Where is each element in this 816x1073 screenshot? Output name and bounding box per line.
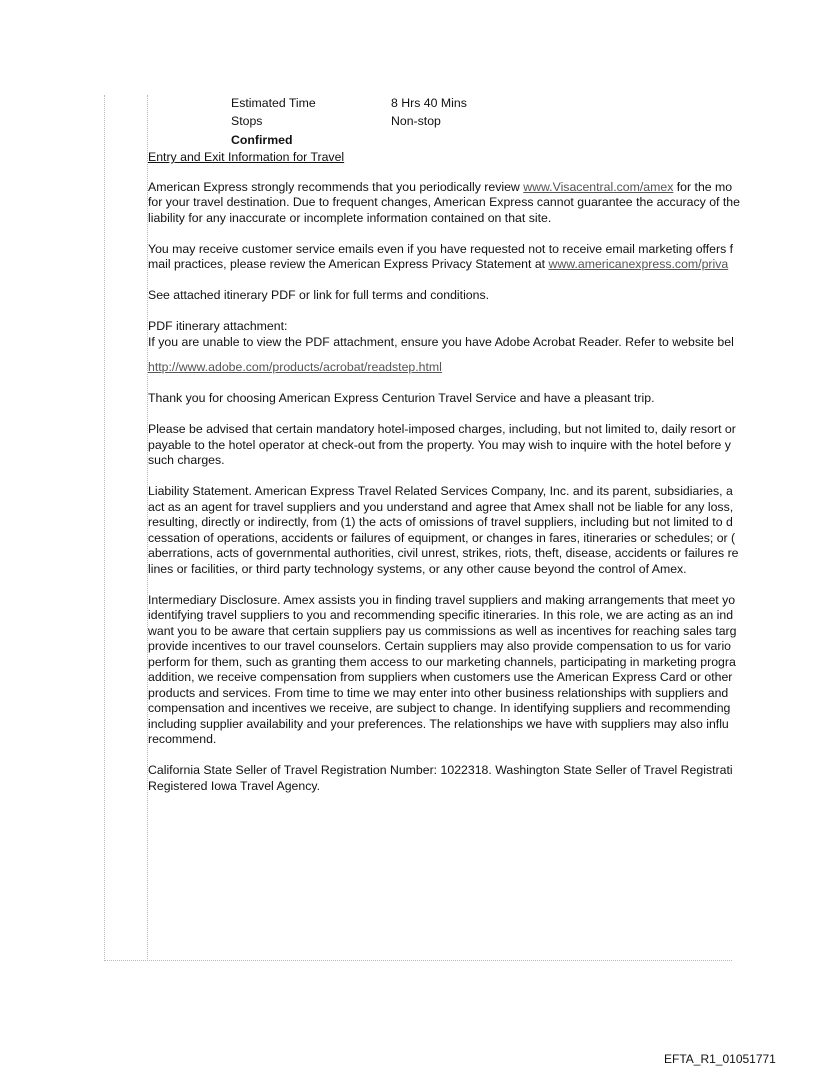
pdf-paragraph: PDF itinerary attachment: If you are unable to view the PDF attachment, ensure you have Adobe Acrobat Reader. Refer to website bel <box>148 319 734 349</box>
liability-statement: Liability Statement. American Express Travel Related Services Company, Inc. and its parent, subsidiaries, a act as an agent for travel suppliers and you understand and agree that Amex shall not be liable for any loss, resulting, directly or indirectly, from (1) the acts of omissions of travel suppliers, including but not limited to d cessation of operations, accidents or failures of equipment, or changes in fares, itineraries or schedules; or ( aberrations, acts of governmental authorities, civil unrest, strikes, riots, theft, disease, accidents or failures re lines or facilities, or third party technology systems, or any other cause beyond the control of Amex. <box>148 484 739 576</box>
adobe-link-line <box>148 360 816 376</box>
document-id-footer: EFTA_R1_01051771 <box>664 1052 776 1066</box>
thank-you-message: Thank you for choosing American Express Centurion Travel Service and have a pleasant trip. <box>148 391 655 405</box>
entry-exit-heading: Entry and Exit Information for Travel <box>148 150 345 164</box>
left-border-line <box>104 95 105 961</box>
stops-label: Stops <box>231 114 263 128</box>
registration-paragraph: California State Seller of Travel Registration Number: 1022318. Washington State Seller of Travel Registrati Registered Iowa Travel Agency. <box>148 763 733 793</box>
hotel-charges-paragraph: Please be advised that certain mandatory hotel-imposed charges, including, but not limited to, daily resort or payable to the hotel operator at check-out from the property. You may wish to inquire with the hotel before y such charges. <box>148 422 736 467</box>
visacentral-link[interactable]: www.Visacentral.com/amex <box>523 179 674 194</box>
itinerary-body <box>148 150 816 810</box>
booking-status: Confirmed <box>231 133 293 147</box>
bottom-border-line <box>104 960 732 961</box>
emails-paragraph: You may receive customer service emails even if you have requested not to receive email marketing offers f mail practices, please review the American Express Privacy Statement at www.americanexpress.com/priva <box>148 241 734 271</box>
estimated-time-value: 8 Hrs 40 Mins <box>391 96 467 110</box>
estimated-time-label: Estimated Time <box>231 96 316 110</box>
adobe-reader-link[interactable]: http://www.adobe.com/products/acrobat/readstep.html <box>148 360 442 374</box>
privacy-statement-link[interactable]: www.americanexpress.com/priva <box>548 257 729 271</box>
terms-note: See attached itinerary PDF or link for full terms and conditions. <box>148 288 490 302</box>
visacentral-paragraph: American Express strongly recommends that you periodically review www.Visacentral.com/amex for the mo for your travel destination. Due to frequent changes, American Express cannot guarantee the accuracy of the liability for any inaccurate or incomplete information contained on that site. <box>148 179 740 225</box>
intermediary-disclosure: Intermediary Disclosure. Amex assists you in finding travel suppliers and making arrangements that meet yo identifying travel suppliers to you and recommending specific itineraries. In this role, we are acting as an ind want you to be aware that certain suppliers pay us commissions as well as incentives for reaching sales targ provide incentives to our travel counselors. Certain suppliers may also provide compensation to us for vario perform for them, such as granting them access to our marketing channels, participating in marketing progra addition, we receive compensation from suppliers when customers use the American Express Card or other products and services. From time to time we may enter into other business relationships with suppliers and compensation and incentives we receive, are subject to change. In identifying suppliers and recommending including supplier availability and your preferences. The relationships we have with suppliers may also influ recommend. <box>148 592 737 746</box>
stops-value: Non-stop <box>391 114 441 128</box>
